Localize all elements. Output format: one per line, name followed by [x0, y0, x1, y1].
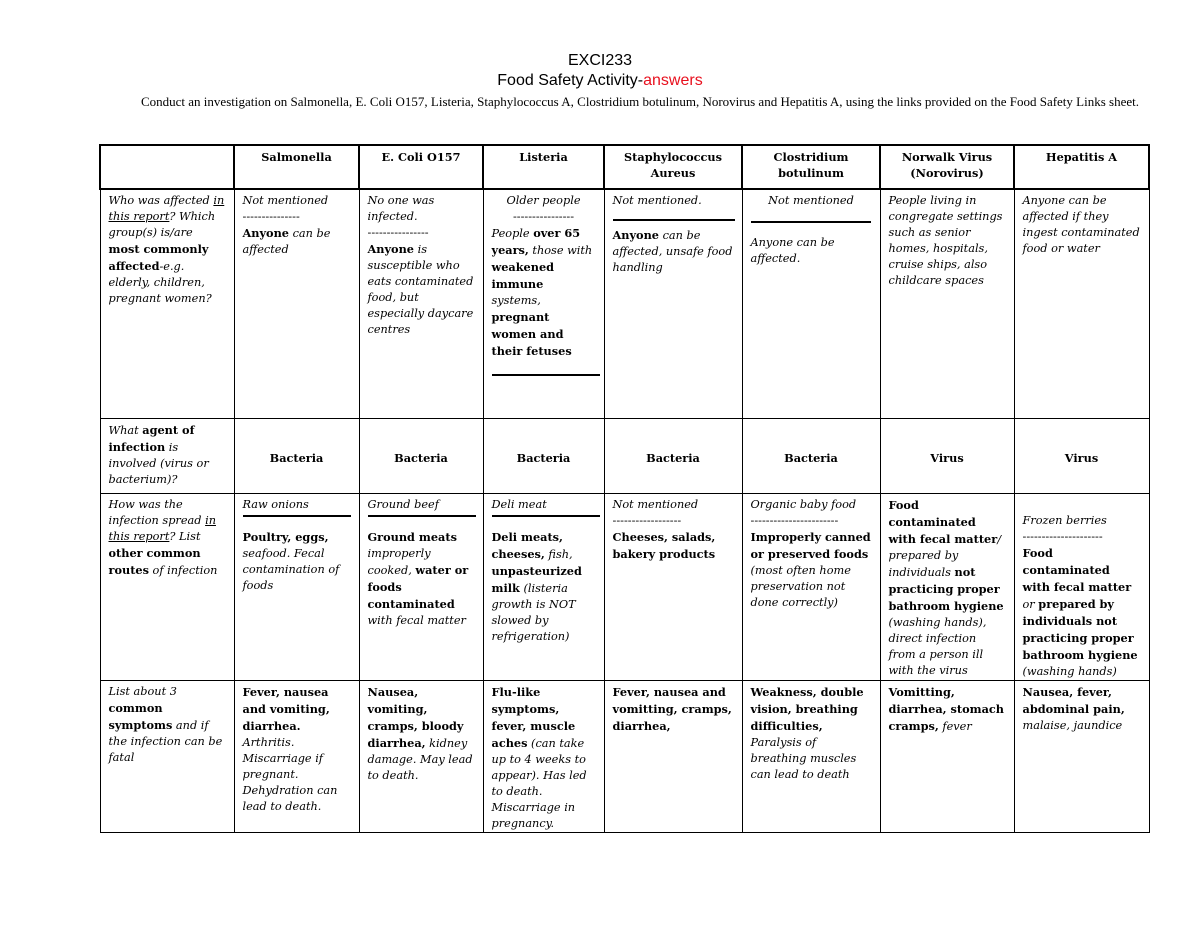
cell-affected-listeria: Older people ---------------- People over 65 years, those with weakened immune systems, pregnant women and their fetuses	[483, 189, 604, 419]
rule-divider	[243, 515, 351, 517]
cell-affected-salmonella: Not mentioned --------------- Anyone can be affected	[234, 189, 359, 419]
cell-agent-listeria: Bacteria	[483, 419, 604, 494]
cell-symptoms-ecoli: Nausea, vomiting, cramps, bloody diarrhea, kidney damage. May lead to death.	[359, 681, 483, 833]
course-code: EXCI233	[567, 52, 633, 69]
food-safety-table	[99, 144, 1150, 833]
cell-symptoms-listeria: Flu-like symptoms, fever, muscle aches (can take up to 4 weeks to appear). Has led to death. Miscarriage in pregnancy.	[483, 681, 604, 833]
cell-affected-clostridium: Not mentioned Anyone can be affected.	[742, 189, 880, 419]
table-row-affected	[100, 189, 1149, 419]
title-prefix: Food Safety Activity-	[497, 72, 644, 89]
table-row-symptoms	[100, 681, 1149, 833]
header-row	[100, 145, 1149, 189]
header-ecoli: E. Coli O157	[359, 145, 483, 189]
header-staphylococcus: Staphylococcus Aureus	[604, 145, 742, 189]
cell-spread-salmonella: Raw onions Poultry, eggs, seafood. Fecal contamination of foods	[234, 494, 359, 681]
cell-affected-norovirus: People living in congregate settings such as senior homes, hospitals, cruise ships, also childcare spaces	[880, 189, 1014, 419]
rule-divider	[613, 219, 735, 221]
question-agent: What agent of infection is involved (virus or bacterium)?	[100, 419, 234, 494]
cell-symptoms-salmonella: Fever, nausea and vomiting, diarrhea. Arthritis. Miscarriage if pregnant. Dehydration can lead to death.	[234, 681, 359, 833]
cell-spread-listeria: Deli meat Deli meats, cheeses, fish, unpasteurized milk (listeria growth is NOT slowed by refrigeration)	[483, 494, 604, 681]
cell-spread-clostridium: Organic baby food ----------------------- Improperly canned or preserved foods (most often home preservation not done correctly)	[742, 494, 880, 681]
cell-spread-hepatitis: Frozen berries --------------------- Food contaminated with fecal matter or prepared by individuals not practicing proper bathroom hygiene (washing hands)	[1014, 494, 1149, 681]
rule-divider	[492, 515, 600, 517]
instructions: Conduct an investigation on Salmonella, E. Coli O157, Listeria, Staphylococcus A, Clostridium botulinum, Norovirus and Hepatitis A, using the links provided on the Food Safety Links sheet.	[140, 94, 1139, 109]
header-norovirus: Norwalk Virus (Norovirus)	[880, 145, 1014, 189]
header-listeria: Listeria	[483, 145, 604, 189]
cell-agent-hepatitis: Virus	[1014, 419, 1149, 494]
question-symptoms: List about 3 common symptoms and if the infection can be fatal	[100, 681, 234, 833]
rule-divider	[492, 374, 600, 376]
cell-agent-ecoli: Bacteria	[359, 419, 483, 494]
title-answers: answers	[643, 72, 703, 89]
table-row-agent	[100, 419, 1149, 494]
cell-symptoms-norovirus: Vomitting, diarrhea, stomach cramps, fever	[880, 681, 1014, 833]
cell-spread-staph: Not mentioned ------------------ Cheeses, salads, bakery products	[604, 494, 742, 681]
cell-symptoms-staph: Fever, nausea and vomitting, cramps, diarrhea,	[604, 681, 742, 833]
cell-affected-staph: Not mentioned. Anyone can be affected, unsafe food handling	[604, 189, 742, 419]
cell-affected-ecoli: No one was infected. ---------------- Anyone is susceptible who eats contaminated food, but especially daycare centres	[359, 189, 483, 419]
header-hepatitis: Hepatitis A	[1014, 145, 1149, 189]
rule-divider	[751, 221, 871, 223]
cell-agent-norovirus: Virus	[880, 419, 1014, 494]
cell-spread-norovirus: Food contaminated with fecal matter/ prepared by individuals not practicing proper bathroom hygiene (washing hands), direct infection from a person ill with the virus	[880, 494, 1014, 681]
header-empty	[100, 145, 234, 189]
cell-symptoms-clostridium: Weakness, double vision, breathing difficulties, Paralysis of breathing muscles can lead to death	[742, 681, 880, 833]
cell-agent-clostridium: Bacteria	[742, 419, 880, 494]
rule-divider	[368, 515, 476, 517]
cell-agent-staph: Bacteria	[604, 419, 742, 494]
cell-agent-salmonella: Bacteria	[234, 419, 359, 494]
question-affected: Who was affected in this report? Which group(s) is/are most commonly affected-e.g. elderly, children, pregnant women?	[100, 189, 234, 419]
header-salmonella: Salmonella	[234, 145, 359, 189]
table-row-spread	[100, 494, 1149, 681]
cell-affected-hepatitis: Anyone can be affected if they ingest contaminated food or water	[1014, 189, 1149, 419]
question-spread: How was the infection spread in this report? List other common routes of infection	[100, 494, 234, 681]
page-title	[0, 72, 1200, 90]
header-clostridium: Clostridium botulinum	[742, 145, 880, 189]
cell-spread-ecoli: Ground beef Ground meats improperly cooked, water or foods contaminated with fecal matter	[359, 494, 483, 681]
cell-symptoms-hepatitis: Nausea, fever, abdominal pain, malaise, jaundice	[1014, 681, 1149, 833]
